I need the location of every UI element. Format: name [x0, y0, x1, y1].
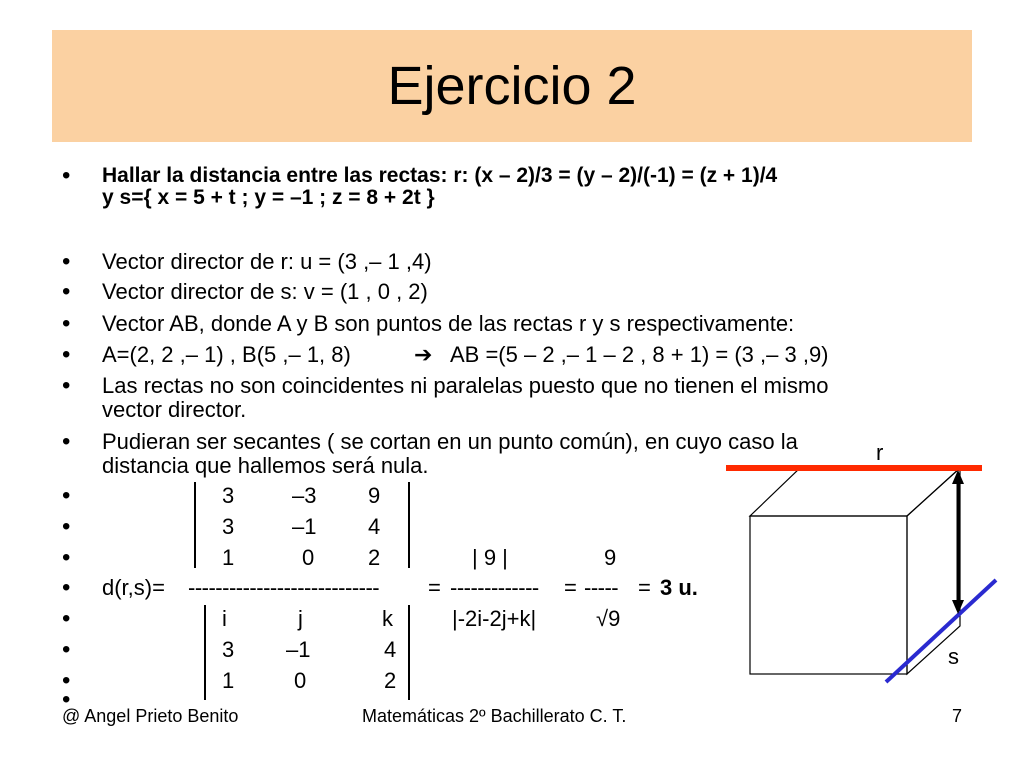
no-parallel-line-1: Las rectas no son coincidentes ni paralelas puesto que no tienen el mismo [102, 373, 829, 398]
denominator-sqrt: √9 [596, 606, 621, 631]
distance-arrow-head-top [952, 470, 964, 484]
bullet-dot: • [62, 636, 71, 663]
bullet-dot: • [62, 278, 71, 305]
numerator-9: 9 [604, 545, 617, 570]
det2-r1-c3: k [382, 606, 393, 631]
det2-r1-c2: j [298, 606, 303, 631]
det1-r3-c1: 1 [222, 545, 235, 570]
statement-line-1: Hallar la distancia entre las rectas: r: (x – 2)/3 = (y – 2)/(-1) = (z + 1)/4 [102, 164, 778, 187]
equals-3: = [638, 575, 651, 600]
det1-r1-c1: 3 [222, 483, 235, 508]
equals-2: = [564, 575, 577, 600]
det1-r2-c1: 3 [222, 514, 235, 539]
det2-r3-c2: 0 [294, 668, 307, 693]
bullet-dot: • [62, 482, 71, 509]
det1-r1-c3: 9 [368, 483, 381, 508]
label-s: s [948, 644, 959, 669]
det2-r3-c3: 2 [384, 668, 397, 693]
line-s [886, 580, 996, 682]
arrow-icon: ➔ [414, 342, 433, 367]
footer-author: @ Angel Prieto Benito [62, 706, 239, 726]
bullet-dot: • [62, 162, 71, 189]
numerator-abs: | 9 | [472, 545, 508, 570]
bullet-dot: • [62, 372, 71, 399]
det2-r1-c1: i [222, 606, 227, 631]
vector-u: Vector director de r: u = (3 ,– 1 ,4) [102, 249, 432, 274]
det2-r2-c2: –1 [286, 637, 311, 662]
title-bar [52, 30, 972, 142]
det1-right-bar [408, 482, 410, 568]
det1-r2-c3: 4 [368, 514, 381, 539]
det2-r3-c1: 1 [222, 668, 235, 693]
slide-title: Ejercicio 2 [387, 56, 637, 116]
det1-r1-c2: –3 [292, 483, 317, 508]
det1-left-bar [194, 482, 196, 568]
bullet-dot: • [62, 341, 71, 368]
det2-r2-c3: 4 [384, 637, 397, 662]
fraction-bar-2: ------------- [450, 575, 539, 600]
denominator-abs: |-2i-2j+k| [452, 606, 537, 631]
bullet-dot: • [62, 667, 71, 694]
bullet-dot: • [62, 686, 71, 713]
bullet-dot: • [62, 310, 71, 337]
det1-r3-c3: 2 [368, 545, 381, 570]
bullet-dot: • [62, 248, 71, 275]
bullet-dot: • [62, 574, 71, 601]
no-parallel-line-2: vector director. [102, 397, 247, 422]
secantes-line-1: Pudieran ser secantes ( se cortan en un punto común), en cuyo caso la [102, 429, 798, 454]
footer-course: Matemáticas 2º Bachillerato C. T. [362, 706, 627, 726]
statement-line-2: y s={ x = 5 + t ; y = –1 ; z = 8 + 2t } [102, 186, 435, 209]
bullet-dot: • [62, 544, 71, 571]
bullet-dot: • [62, 428, 71, 455]
vector-ab-intro: Vector AB, donde A y B son puntos de las rectas r y s respectivamente: [102, 311, 795, 336]
equals-1: = [428, 575, 441, 600]
det1-r3-c2: 0 [302, 545, 315, 570]
vector-v: Vector director de s: v = (1 , 0 , 2) [102, 279, 428, 304]
fraction-bar-1: ---------------------------- [188, 575, 380, 600]
vector-ab: AB =(5 – 2 ,– 1 – 2 , 8 + 1) = (3 ,– 3 ,9) [450, 342, 829, 367]
result: 3 u. [660, 575, 698, 600]
cube-front-face [750, 516, 907, 674]
bullet-dot: • [62, 513, 71, 540]
label-r: r [876, 440, 884, 465]
bullet-dot: • [62, 605, 71, 632]
page-number: 7 [952, 706, 963, 726]
lines-cube-figure [700, 430, 1000, 690]
det2-right-bar [408, 605, 410, 700]
cube-top-face [750, 468, 960, 516]
distance-label: d(r,s)= [102, 575, 165, 600]
fraction-bar-3: ----- [584, 575, 619, 600]
det1-r2-c2: –1 [292, 514, 317, 539]
det2-left-bar [204, 605, 206, 700]
det2-r2-c1: 3 [222, 637, 235, 662]
secantes-line-2: distancia que hallemos será nula. [102, 453, 429, 478]
points-a-b: A=(2, 2 ,– 1) , B(5 ,– 1, 8) [102, 342, 351, 367]
